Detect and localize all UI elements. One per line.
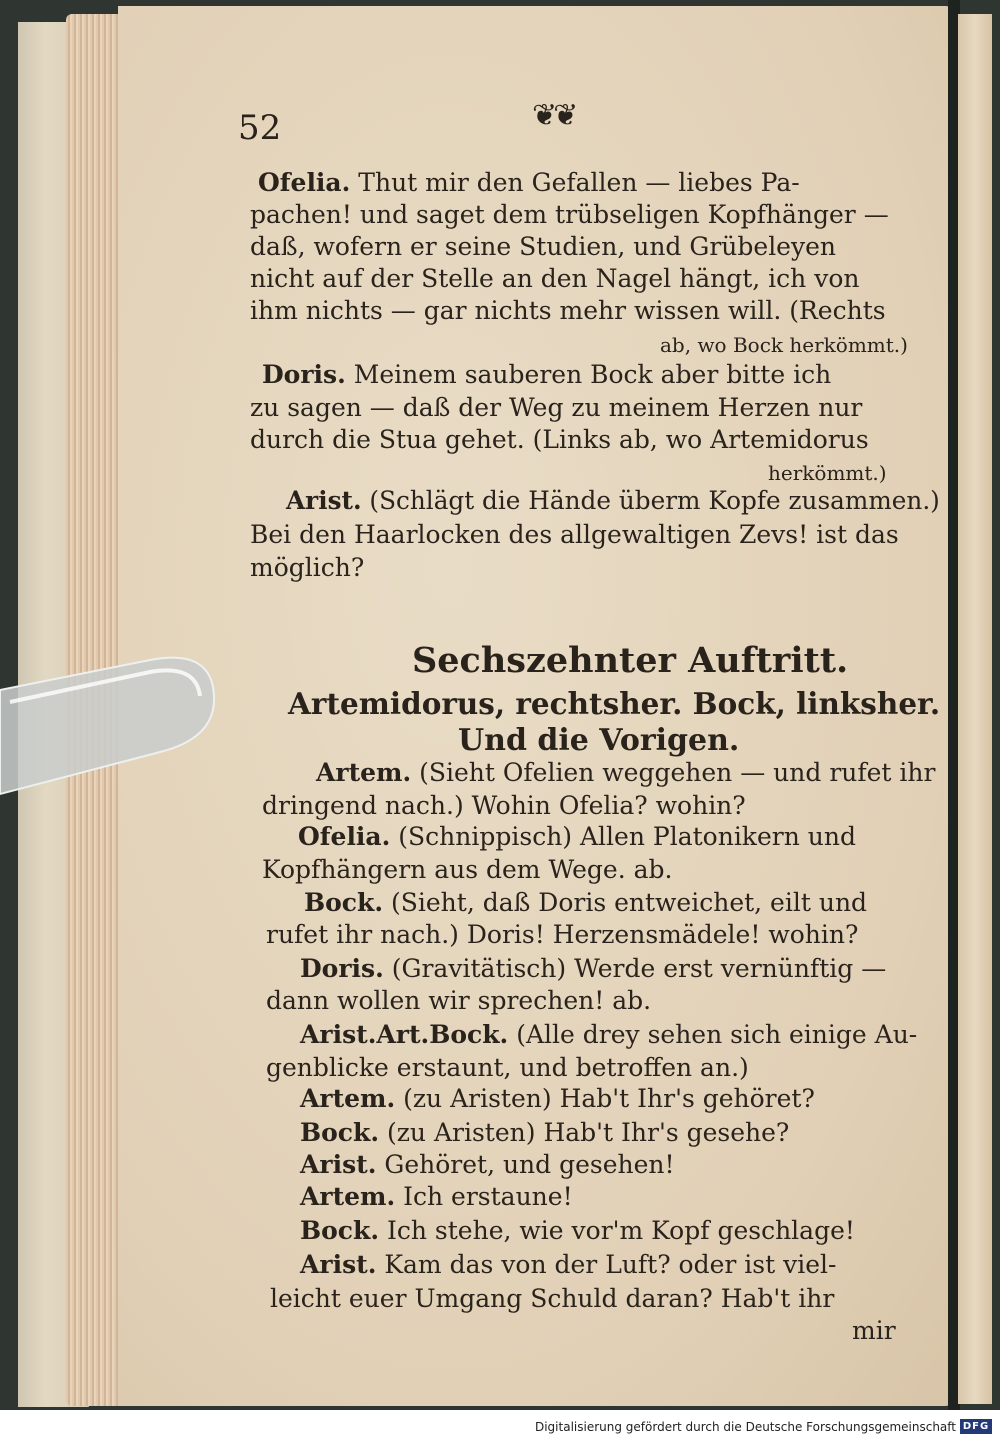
text-line: Ofelia. (Schnippisch) Allen Platonikern und <box>298 822 856 851</box>
footer-credit: Digitalisierung gefördert durch die Deutsche Forschungsgemeinschaft <box>534 1420 956 1434</box>
text-line: ihm nichts — gar nichts mehr wissen will. (Rechts <box>250 296 886 325</box>
text-line: Arist. Kam das von der Luft? oder ist viel- <box>300 1250 837 1279</box>
text-line: Artem. (Sieht Ofelien weggehen — und rufet ihr <box>316 758 936 787</box>
catchword: mir <box>852 1316 896 1345</box>
text-line: rufet ihr nach.) Doris! Herzensmädele! wohin? <box>266 920 859 949</box>
text-line: genblicke erstaunt, und betroffen an.) <box>266 1053 749 1082</box>
text-line: Doris. Meinem sauberen Bock aber bitte ich <box>262 360 832 389</box>
text-line: dann wollen wir sprechen! ab. <box>266 986 652 1015</box>
text-line: nicht auf der Stelle an den Nagel hängt, ich von <box>250 264 860 293</box>
scene-characters-continued: Und die Vorigen. <box>458 723 740 758</box>
text-line: herkömmt.) <box>768 461 887 485</box>
text-line: möglich? <box>250 553 365 582</box>
text-line: zu sagen — daß der Weg zu meinem Herzen nur <box>250 393 863 422</box>
text-line: Bock. Ich stehe, wie vor'm Kopf geschlage! <box>300 1216 855 1245</box>
next-page-edge <box>958 14 992 1404</box>
text-line: Artem. Ich erstaune! <box>300 1182 573 1211</box>
scene-heading: Sechszehnter Auftritt. <box>412 640 849 681</box>
ornament: ❦❦ <box>532 98 575 133</box>
text-line: Arist.Art.Bock. (Alle drey sehen sich einige Au- <box>300 1020 918 1049</box>
text-line: Bock. (zu Aristen) Hab't Ihr's gesehe? <box>300 1118 790 1147</box>
text-line: Bock. (Sieht, daß Doris entweichet, eilt und <box>304 888 868 917</box>
text-line: Arist. (Schlägt die Hände überm Kopfe zusammen.) <box>286 486 940 515</box>
text-line: durch die Stua gehet. (Links ab, wo Artemidorus <box>250 425 869 454</box>
scene-characters: Artemidorus, rechtsher. Bock, linksher. <box>288 687 941 722</box>
dfg-logo-icon: DFG <box>960 1419 992 1434</box>
plastic-clip <box>0 652 218 802</box>
text-line: pachen! und saget dem trübseligen Kopfhänger — <box>250 200 889 229</box>
footer-bar <box>0 1410 1000 1443</box>
page-number: 52 <box>238 108 282 148</box>
text-line: dringend nach.) Wohin Ofelia? wohin? <box>262 791 746 820</box>
text-line: Artem. (zu Aristen) Hab't Ihr's gehöret? <box>300 1084 815 1113</box>
text-line: ab, wo Bock herkömmt.) <box>660 333 908 357</box>
text-line: daß, wofern er seine Studien, und Grübeleyen <box>250 232 836 261</box>
text-line: Doris. (Gravitätisch) Werde erst vernünftig — <box>300 954 887 983</box>
text-line: Bei den Haarlocken des allgewaltigen Zevs! ist das <box>250 520 899 549</box>
text-line: Arist. Gehöret, und gesehen! <box>300 1150 675 1179</box>
text-line: leicht euer Umgang Schuld daran? Hab't ihr <box>270 1284 835 1313</box>
text-line: Kopfhängern aus dem Wege. ab. <box>262 855 673 884</box>
text-line: Ofelia. Thut mir den Gefallen — liebes Pa- <box>258 168 800 197</box>
